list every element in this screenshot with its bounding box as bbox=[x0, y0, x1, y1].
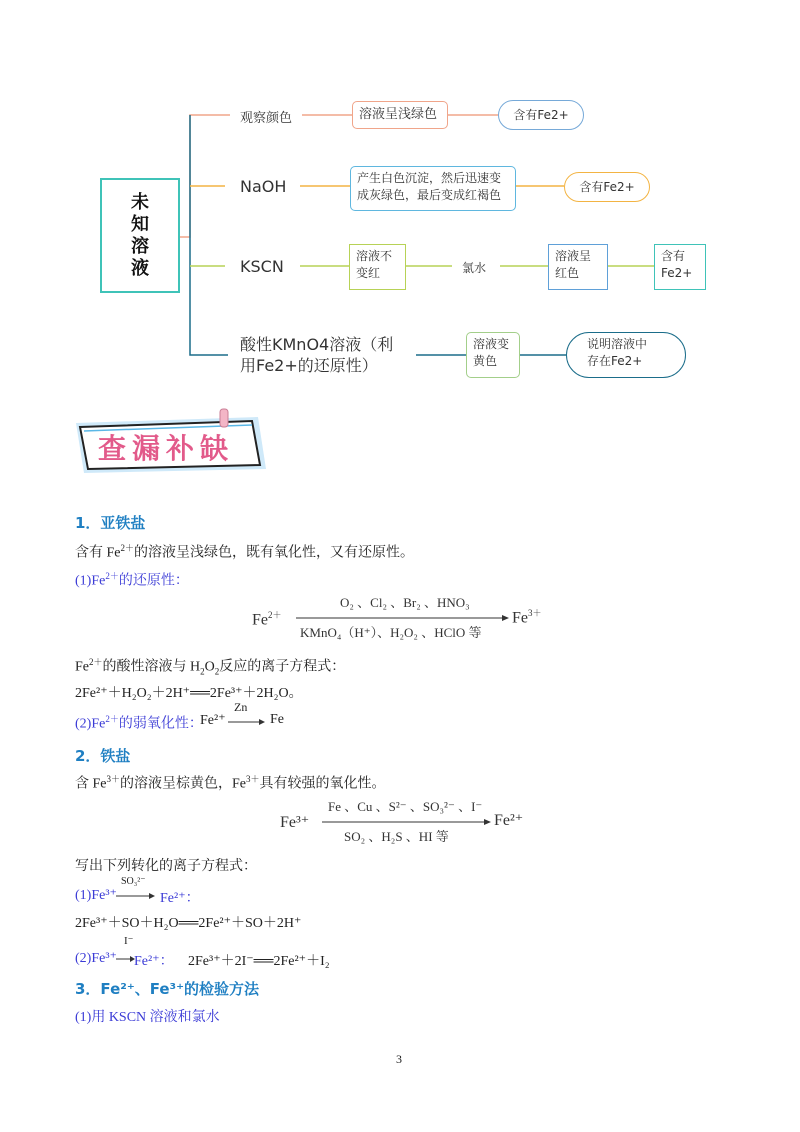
section3-sub1: (1)用 KSCN 溶液和氯水 bbox=[75, 1010, 220, 1025]
sub2-eq-right: Fe bbox=[270, 712, 284, 727]
section2-heading: 2．铁盐 bbox=[75, 747, 131, 765]
p2-left: (2)Fe³⁺ bbox=[75, 951, 117, 966]
branch1-result: 含有Fe2+ bbox=[498, 100, 584, 130]
equation-fe3-oxidation bbox=[280, 796, 540, 848]
branch3-box1 bbox=[349, 244, 406, 290]
eq-top: Fe 、Cu 、S²⁻ 、SO₃²⁻ 、I⁻ bbox=[328, 799, 483, 814]
branch2-result: 含有Fe2+ bbox=[564, 172, 650, 202]
superscript: 3＋ bbox=[246, 774, 260, 784]
text-run: 含 Fe bbox=[75, 776, 107, 792]
superscript: 2＋ bbox=[89, 657, 103, 667]
text-run: 的弱氧化性： bbox=[118, 716, 203, 732]
p2-right: Fe²⁺： bbox=[134, 954, 174, 969]
text-run: O bbox=[204, 659, 215, 675]
branch1-box: 溶液呈浅绿色 bbox=[352, 101, 448, 129]
eq-left: $Fe^{2+}$ bbox=[252, 610, 282, 629]
root-char: 知 bbox=[131, 214, 149, 235]
branch2-box bbox=[350, 166, 516, 211]
branch4-result-line2: 存在Fe2+ bbox=[587, 354, 643, 368]
p1-top: SO₃²⁻ bbox=[121, 876, 146, 887]
branch2-box-line1: 产生白色沉淀，然后迅速变 bbox=[357, 171, 502, 185]
eq-right: $Fe^{3+}$ bbox=[512, 608, 542, 627]
branch4-result-line1: 说明溶液中 bbox=[587, 337, 648, 351]
branch1-label: 观察颜色 bbox=[240, 111, 293, 126]
p1-eq: 2Fe³⁺＋SO＋H₂O══2Fe²⁺＋SO＋2H⁺ bbox=[75, 916, 302, 931]
eq-bottom: SO₂ 、H₂S 、HI 等 bbox=[344, 829, 449, 844]
section2-write: 写出下列转化的离子方程式： bbox=[75, 859, 257, 874]
p1-right: Fe²⁺： bbox=[160, 891, 200, 906]
branch3-result-line1: 含有 bbox=[661, 249, 686, 263]
text-run: 的溶液呈棕黄色，Fe bbox=[120, 776, 247, 792]
root-char: 溶 bbox=[131, 236, 149, 257]
page-number: 3 bbox=[396, 1052, 402, 1066]
branch3-mid: 氯水 bbox=[462, 261, 487, 275]
p1-left: (1)Fe³⁺ bbox=[75, 888, 117, 903]
subscript: 2 bbox=[214, 666, 220, 677]
arrow-icon bbox=[296, 614, 510, 622]
section3-heading: 3．Fe²⁺、Fe³⁺的检验方法 bbox=[75, 980, 260, 998]
section-banner bbox=[70, 405, 270, 475]
arrow-icon bbox=[228, 718, 266, 726]
branch2-label: NaOH bbox=[240, 177, 287, 196]
text-run: Fe bbox=[75, 659, 89, 675]
branch4-box bbox=[466, 332, 520, 378]
superscript: 2＋ bbox=[105, 571, 119, 581]
branch3-box1-line2: 变红 bbox=[356, 266, 381, 280]
branch4-box-line1: 溶液变 bbox=[473, 337, 510, 351]
superscript: 2＋ bbox=[120, 543, 135, 553]
subscript: 2 bbox=[200, 666, 205, 677]
sub2-eq-top: Zn bbox=[234, 700, 248, 714]
branch2-box-line2: 成灰绿色，最后变成红褐色 bbox=[357, 188, 502, 202]
text-run: 的溶液呈浅绿色，既有氧化性，又有还原性。 bbox=[134, 545, 415, 561]
eq-top: O₂ 、Cl₂ 、Br₂ 、HNO₃ bbox=[340, 595, 470, 610]
branch3-result bbox=[654, 244, 706, 290]
branch4-label bbox=[240, 334, 393, 376]
branch3-box2 bbox=[548, 244, 608, 290]
section1-intro bbox=[75, 541, 414, 562]
branch3-result-line2: Fe2+ bbox=[661, 266, 693, 280]
branch4-label-line2: 用Fe2+的还原性） bbox=[240, 356, 378, 375]
root-char: 液 bbox=[131, 258, 149, 279]
p2-eq: 2Fe³⁺＋2I⁻══2Fe²⁺＋I₂ bbox=[188, 954, 330, 969]
section1-eq2: 2Fe²⁺＋H₂O₂＋2H⁺══2Fe³⁺＋2H₂O。 bbox=[75, 686, 303, 701]
text-run: (2)Fe bbox=[75, 716, 106, 732]
eq-right: Fe²⁺ bbox=[494, 812, 524, 829]
text-run: 含有 Fe bbox=[75, 545, 121, 561]
branch4-label-line1: 酸性KMnO4溶液（利 bbox=[240, 335, 394, 354]
sub2-eq-left: Fe²⁺ bbox=[200, 713, 226, 728]
equation-fe2-reduction bbox=[252, 592, 552, 644]
branch3-box2-line2: 红色 bbox=[555, 266, 580, 280]
text-run: (1)Fe bbox=[75, 573, 106, 589]
mindmap-root bbox=[100, 178, 180, 293]
text-run: 的酸性溶液与 H bbox=[102, 659, 201, 675]
arrow-icon bbox=[322, 818, 492, 826]
branch3-box2-line1: 溶液呈 bbox=[555, 249, 592, 263]
banner-title: 查漏补缺 bbox=[98, 432, 235, 465]
section1-sub1 bbox=[75, 569, 189, 590]
eq-bottom: KMnO₄（H⁺）、H₂O₂ 、HClO 等 bbox=[300, 625, 482, 640]
text-run: 的还原性： bbox=[118, 573, 189, 589]
eq-left: Fe³⁺ bbox=[280, 814, 310, 831]
branch4-result bbox=[566, 332, 686, 378]
branch4-box-line2: 黄色 bbox=[473, 354, 498, 368]
section1-heading: 1．亚铁盐 bbox=[75, 514, 146, 532]
text-run: 具有较强的氧化性。 bbox=[259, 776, 386, 792]
superscript: 2＋ bbox=[105, 714, 119, 724]
text-run: 反应的离子方程式： bbox=[219, 659, 346, 675]
p2-top: I⁻ bbox=[124, 935, 134, 947]
superscript: 3＋ bbox=[106, 774, 121, 784]
branch3-box1-line1: 溶液不 bbox=[356, 249, 393, 263]
section1-sub2 bbox=[75, 712, 203, 733]
section2-intro bbox=[75, 772, 386, 793]
branch3-label: KSCN bbox=[240, 257, 284, 276]
section1-line bbox=[75, 655, 345, 676]
arrow-icon bbox=[116, 955, 136, 963]
root-char: 未 bbox=[131, 192, 149, 213]
arrow-icon bbox=[116, 892, 156, 900]
